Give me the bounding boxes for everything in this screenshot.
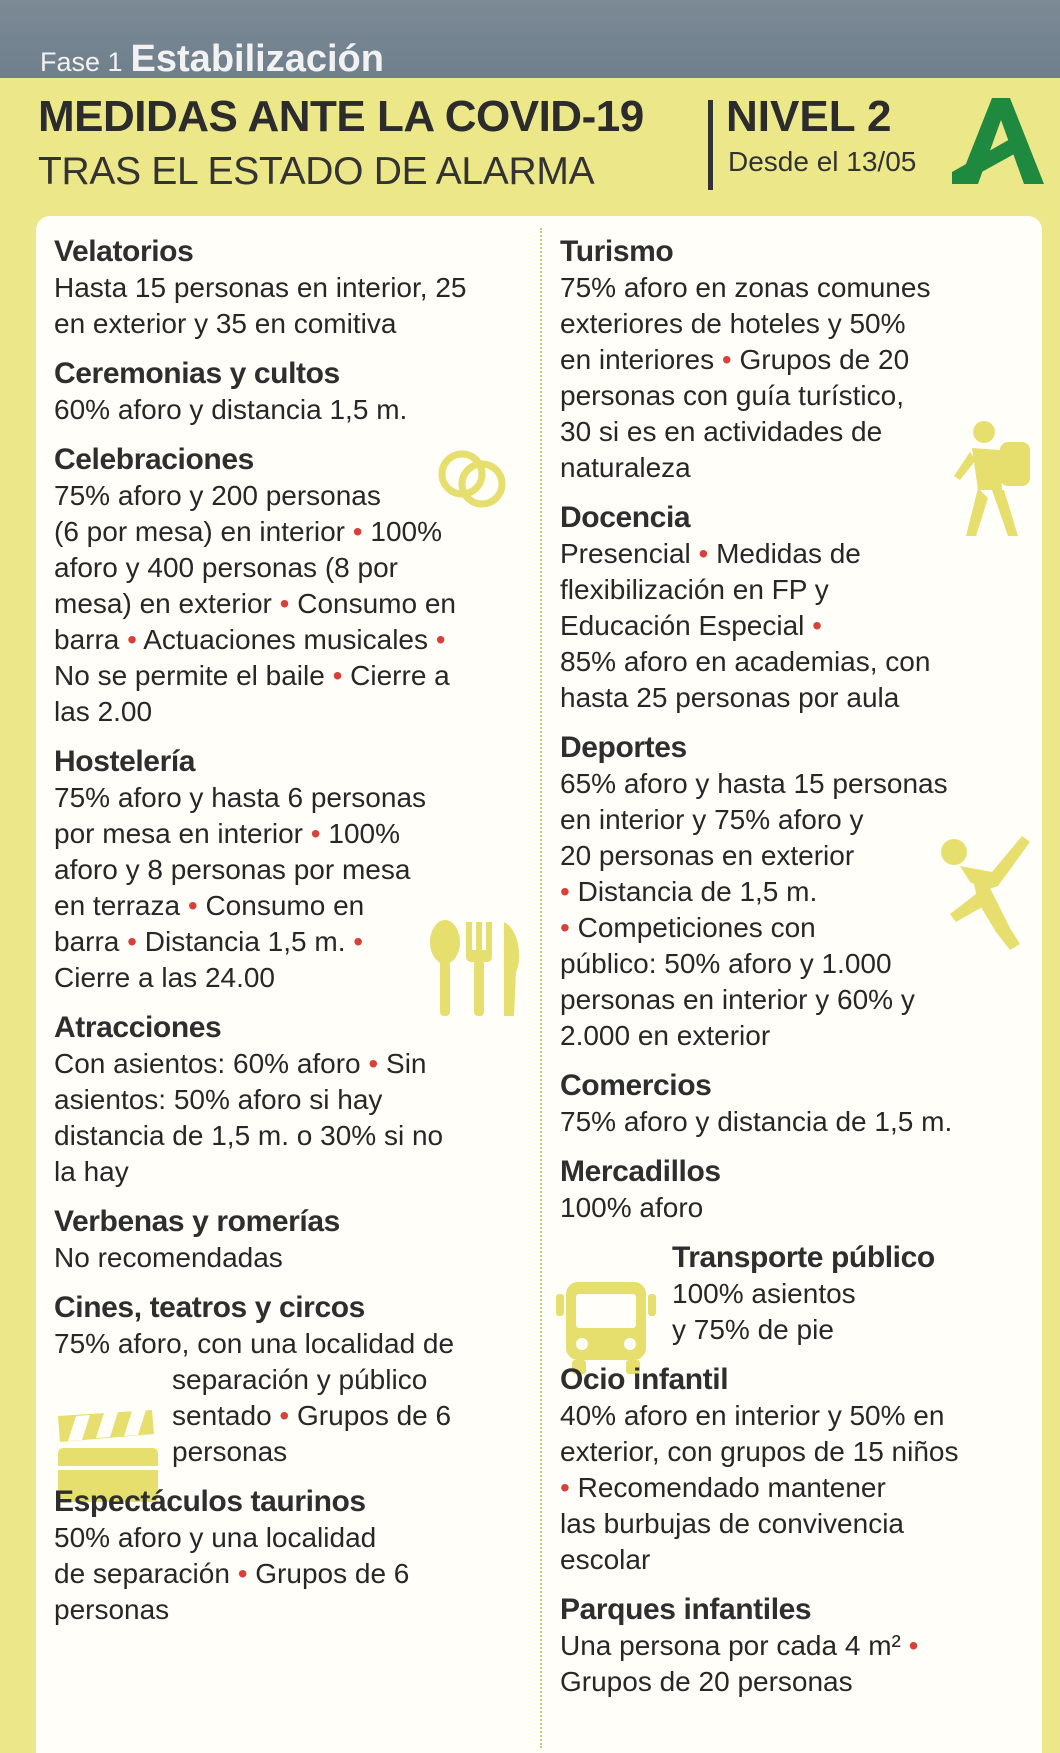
section-docencia: [560, 500, 1030, 716]
section-velatorios: [54, 234, 532, 342]
section-title: Atracciones: [54, 1011, 222, 1044]
section-title: Parques infantiles: [560, 1593, 812, 1626]
section-parques: [560, 1592, 1030, 1700]
bullet-separator: •: [698, 538, 709, 569]
section-mercadillos: [560, 1154, 1030, 1226]
section-title: Velatorios: [54, 235, 194, 268]
section-celebraciones: [54, 442, 532, 730]
bullet-separator: •: [368, 1048, 379, 1079]
level-label: NIVEL 2: [726, 92, 892, 141]
bullet-separator: •: [435, 624, 446, 655]
section-title: Espectáculos taurinos: [54, 1485, 366, 1518]
section-deportes: [560, 730, 1030, 1054]
bullet-separator: •: [127, 624, 137, 655]
bullet-separator: •: [352, 516, 363, 547]
column-divider: [540, 228, 542, 1748]
section-title: Hostelería: [54, 745, 196, 778]
bullet-separator: •: [353, 926, 364, 957]
section-title: Celebraciones: [54, 443, 254, 476]
section-title: Transporte público: [672, 1241, 935, 1274]
page-title: MEDIDAS ANTE LA COVID-19: [38, 92, 644, 141]
section-text: 40% aforo en interior y 50% en exterior, con grupos de 15 niños • Recomendado mantener las burbujas de convivencia escolar: [560, 1400, 959, 1575]
section-cines: [54, 1290, 532, 1470]
section-text: 100% asientos y 75% de pie: [672, 1278, 856, 1345]
section-text: Hasta 15 personas en interior, 25 en exterior y 35 en comitiva: [54, 272, 467, 339]
bullet-separator: •: [332, 660, 343, 691]
section-text: 50% aforo y una localidad de separación • Grupos de 6 personas: [54, 1522, 410, 1625]
section-comercios: [560, 1068, 1030, 1140]
section-text: Con asientos: 60% aforo • Sin asientos: 50% aforo si hay distancia de 1,5 m. o 30% si no la hay: [54, 1048, 444, 1187]
section-verbenas: [54, 1204, 532, 1276]
section-title: Mercadillos: [560, 1155, 721, 1188]
section-ceremonias: [54, 356, 532, 428]
bullet-separator: •: [560, 876, 570, 907]
section-ocio-infantil: [560, 1362, 1030, 1578]
phase-name: Estabilización: [130, 38, 384, 80]
left-column: [54, 234, 532, 1642]
since-date: Desde el 13/05: [728, 146, 917, 177]
section-text-indented: separación y público sentado • Grupos de 6 personas: [172, 1364, 452, 1467]
bullet-separator: •: [187, 890, 198, 921]
bullet-separator: •: [279, 588, 290, 619]
section-text: 65% aforo y hasta 15 personas en interior y 75% aforo y 20 personas en exterior • Distancia de 1,5 m. • Competiciones con público: 50% aforo y 1.000 personas en interior y 60% y 2.000 en exterior: [560, 768, 948, 1051]
bullet-separator: •: [310, 818, 321, 849]
section-text: 75% aforo y hasta 6 personas por mesa en interior • 100% aforo y 8 personas por mesa en terraza • Consumo en barra • Distancia 1,5 m. • Cierre a las 24.00: [54, 782, 427, 993]
section-title: Deportes: [560, 731, 687, 764]
section-title: Docencia: [560, 501, 691, 534]
section-text: 75% aforo y distancia de 1,5 m.: [560, 1106, 953, 1137]
section-text: Presencial • Medidas de flexibilización en FP y Educación Especial • 85% aforo en academias, con hasta 25 personas por aula: [560, 538, 931, 713]
section-text: Una persona por cada 4 m² • Grupos de 20 personas: [560, 1630, 919, 1697]
bullet-separator: •: [721, 344, 732, 375]
bullet-separator: •: [237, 1558, 248, 1589]
section-taurinos: [54, 1484, 532, 1628]
section-text: 75% aforo y 200 personas (6 por mesa) en interior • 100% aforo y 400 personas (8 por mesa) en exterior • Consumo en barra • Actuaciones musicales • No se permite el baile • Cierre a las 2.00: [54, 480, 456, 727]
bullet-separator: •: [908, 1630, 919, 1661]
section-text: No recomendadas: [54, 1242, 283, 1273]
section-title: Cines, teatros y circos: [54, 1291, 365, 1324]
right-column: [560, 234, 1030, 1714]
phase-number: Fase 1: [40, 47, 123, 77]
bullet-separator: •: [560, 1472, 570, 1503]
section-turismo: [560, 234, 1030, 486]
phase-label: [40, 38, 384, 81]
section-title: Ceremonias y cultos: [54, 357, 340, 390]
bullet-separator: •: [127, 926, 137, 957]
bullet-separator: •: [279, 1400, 290, 1431]
section-title: Verbenas y romerías: [54, 1205, 340, 1238]
section-text: 100% aforo: [560, 1192, 704, 1223]
section-hosteleria: [54, 744, 532, 996]
section-title: Turismo: [560, 235, 674, 268]
header-divider: [708, 100, 713, 190]
page-subtitle: TRAS EL ESTADO DE ALARMA: [38, 150, 595, 193]
section-title: Comercios: [560, 1069, 712, 1102]
section-text: 75% aforo en zonas comunes exteriores de hoteles y 50% en interiores • Grupos de 20 personas con guía turístico, 30 si es en actividades de naturaleza: [560, 272, 931, 483]
bullet-separator: •: [560, 912, 570, 943]
andalucia-a-logo-icon: [952, 98, 1044, 184]
section-text: 60% aforo y distancia 1,5 m.: [54, 394, 408, 425]
section-text: 75% aforo, con una localidad de: [54, 1328, 455, 1359]
section-atracciones: [54, 1010, 532, 1190]
bullet-separator: •: [812, 610, 822, 641]
section-transporte: [560, 1240, 1030, 1348]
section-title: Ocio infantil: [560, 1363, 729, 1396]
header: [0, 78, 1060, 216]
